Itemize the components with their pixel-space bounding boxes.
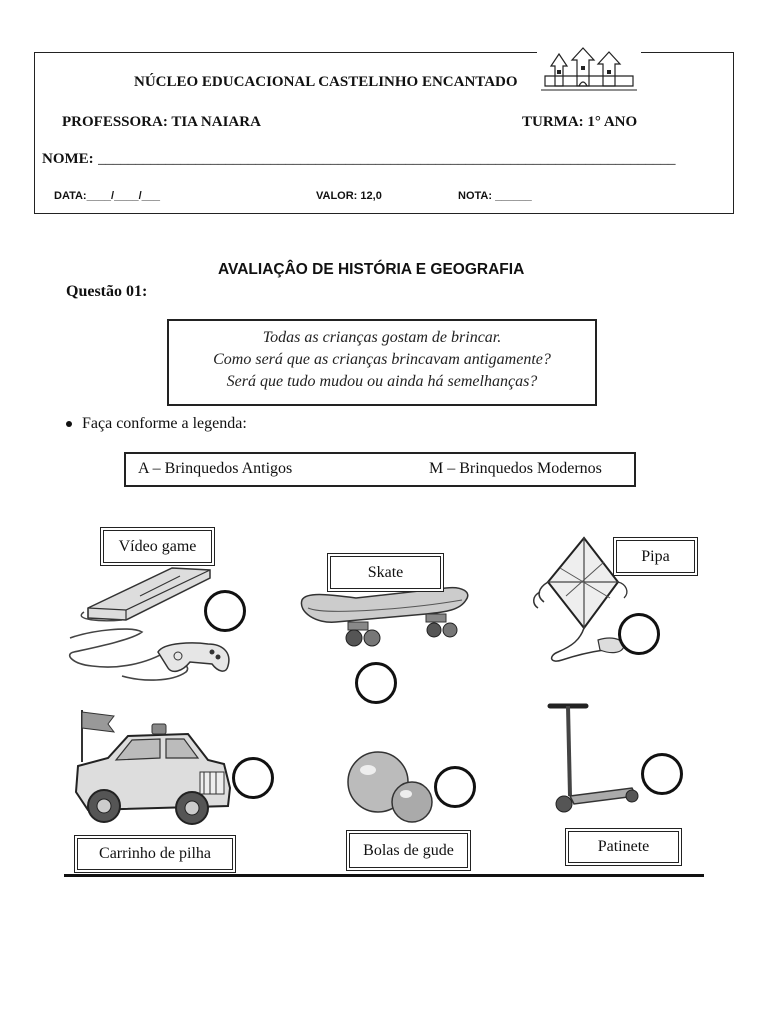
answer-circle-carrinho[interactable] (232, 757, 274, 799)
legend-box (124, 452, 636, 487)
name-field[interactable]: _____________________________________________________________________________ (98, 151, 676, 167)
legend-a: A – Brinquedos Antigos (138, 460, 293, 477)
date-field[interactable]: DATA:____/____/___ (54, 190, 160, 202)
label-carrinho: Carrinho de pilha (74, 835, 236, 873)
toy-car-icon (68, 706, 240, 838)
teacher-label: PROFESSORA: TIA NAIARA (62, 114, 261, 130)
label-patinete: Patinete (565, 828, 682, 866)
label-pipa: Pipa (613, 537, 698, 576)
name-label: NOME: (42, 151, 94, 167)
value-label: VALOR: 12,0 (316, 190, 382, 202)
answer-circle-pipa[interactable] (618, 613, 660, 655)
label-bolas: Bolas de gude (346, 830, 471, 871)
instruction (66, 415, 247, 433)
school-name: NÚCLEO EDUCACIONAL CASTELINHO ENCANTADO (134, 74, 518, 90)
page-title: AVALIAÇÂO DE HISTÓRIA E GEOGRAFIA (218, 261, 525, 278)
bullet-icon (66, 421, 72, 427)
question-label: Questão 01: (66, 283, 148, 300)
answer-circle-skate[interactable] (355, 662, 397, 704)
quote-line: Será que tudo mudou ou ainda há semelhanças? (226, 373, 538, 390)
answer-circle-bolas[interactable] (434, 766, 476, 808)
marbles-icon (340, 744, 440, 834)
legend-m: M – Brinquedos Modernos (429, 460, 602, 477)
grade-field[interactable]: NOTA: ______ (458, 190, 532, 202)
quote-box (167, 319, 597, 406)
quote-line: Como será que as crianças brincavam antigamente? (213, 351, 551, 368)
answer-circle-video-game[interactable] (204, 590, 246, 632)
class-label: TURMA: 1° ANO (522, 114, 638, 130)
scooter-icon (540, 700, 650, 830)
answer-circle-patinete[interactable] (641, 753, 683, 795)
label-video-game: Vídeo game (100, 527, 215, 566)
castle-icon (537, 46, 641, 94)
label-skate: Skate (327, 553, 444, 592)
quote-line: Todas as crianças gostam de brincar. (262, 329, 502, 346)
bottom-divider (64, 874, 704, 877)
instruction-text: Faça conforme a legenda: (82, 415, 247, 432)
